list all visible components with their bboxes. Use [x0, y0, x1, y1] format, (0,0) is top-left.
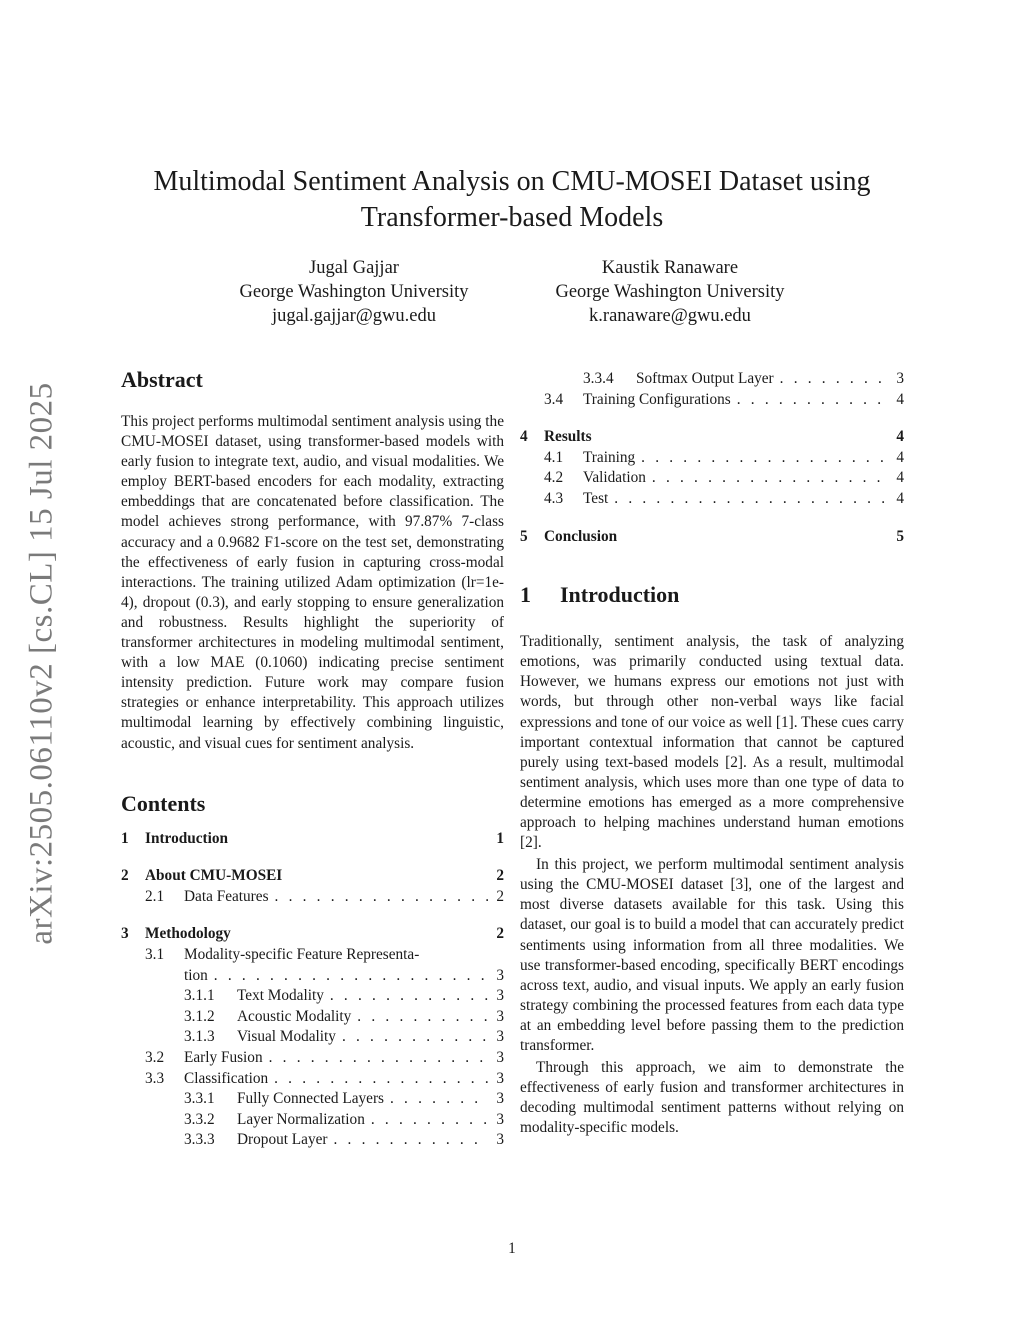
toc-entry-number: 3.4 [544, 390, 564, 408]
toc-leader-dots [269, 1049, 488, 1067]
toc-leader-dots [641, 449, 888, 467]
toc-entry-number: 3 [121, 925, 129, 943]
toc-entry-page: 3 [496, 987, 504, 1005]
intro-paragraph: Through this approach, we aim to demonstrate the effectiveness of early fusion and transformer architectures in decoding multimodal sentiment patterns without relying on modality-specific models. [520, 1059, 904, 1137]
toc-entry[interactable] [121, 1090, 504, 1111]
toc-entry-number: 3.3.1 [184, 1090, 215, 1108]
toc-entry-number: 3.3.4 [583, 370, 614, 387]
author-block-2 [520, 256, 820, 328]
toc-entry[interactable] [121, 888, 504, 909]
toc-entry-page: 1 [496, 829, 504, 847]
toc-entry[interactable] [121, 1049, 504, 1070]
toc-entry-page: 4 [896, 469, 904, 487]
toc-entry-page: 2 [496, 887, 504, 905]
toc-leader-dots [342, 1028, 488, 1046]
toc-leader-dots [737, 391, 888, 409]
arxiv-stamp [14, 378, 70, 948]
toc-entry-label: Dropout Layer [237, 1131, 328, 1149]
toc-entry-page: 3 [496, 1007, 504, 1025]
toc-entry-label: Results [544, 428, 592, 446]
abstract-text: This project performs multimodal sentiment analysis using the CMU-MOSEI dataset, using transformer-based models with early fusion to integrate text, audio, and visual modalities. We employ BERT-based encoders for each modality, extracting embeddings that are concatenated before classification. The model achieves strong performance, with 97.87% 7-class accuracy and a 0.9682 F1-score on the test set, demonstrating the effectiveness of early fusion in capturing cross-modal interactions. The training utilized Adam optimization (lr=1e-4), dropout (0.3), and early stopping to ensure generalization and robustness. Results highlight the superiority of transformer architectures in modeling multimodal sentiment, with a low MAE (0.1060) indicating precise sentiment intensity prediction. Future work may compare fusion strategies or enhance interpretability. This approach utilizes multimodal learning by effectively combining linguistic, acoustic, and visual cues for sentiment analysis. [121, 413, 504, 752]
toc-entry-label: About CMU-MOSEI [145, 867, 283, 885]
author-name: Jugal Gajjar [309, 258, 399, 278]
toc-leader-dots [330, 987, 488, 1005]
toc-leader-dots [274, 1070, 488, 1088]
toc-entry-page: 3 [496, 1110, 504, 1128]
toc-entry[interactable] [520, 449, 904, 470]
toc-entry[interactable] [121, 830, 504, 851]
toc-entry-number: 1 [121, 829, 129, 847]
toc-entry-page: 4 [896, 489, 904, 507]
toc-entry-label: Classification [184, 1069, 269, 1087]
toc-leader-dots [371, 1111, 488, 1129]
toc-entry-page: 3 [496, 1131, 504, 1149]
toc-entry-page: 2 [496, 925, 504, 943]
toc-entry-number: 2.1 [145, 887, 165, 905]
toc-entry-label: Data Features [184, 887, 269, 905]
author-block-1 [200, 256, 508, 328]
toc-entry-label: Methodology [145, 925, 231, 943]
toc-entry[interactable] [121, 1131, 504, 1152]
toc-leader-dots [214, 967, 488, 985]
toc-entry-page: 5 [896, 527, 904, 545]
toc-entry-number: 5 [520, 527, 528, 545]
toc-entry[interactable] [520, 528, 904, 549]
toc-entry-label: Early Fusion [184, 1048, 263, 1066]
toc-entry-number: 3.1.3 [184, 1028, 215, 1046]
toc-entry[interactable] [520, 469, 904, 490]
toc-entry-page: 3 [496, 1028, 504, 1046]
toc-entry-number: 3.1.2 [184, 1007, 215, 1025]
toc-entry-label: Modality-specific Feature Representa- [184, 945, 420, 963]
toc-entry-label: Conclusion [544, 527, 618, 545]
toc-entry-label: Text Modality [237, 987, 324, 1005]
table-of-contents [121, 830, 504, 1152]
toc-leader-dots [614, 490, 888, 508]
page-number: 1 [508, 1240, 516, 1257]
toc-entry-number: 3.3.3 [184, 1131, 215, 1149]
toc-entry-label: Introduction [145, 829, 229, 847]
toc-leader-dots [275, 888, 488, 906]
table-of-contents-continued [520, 370, 904, 548]
toc-entry-page: 4 [896, 390, 904, 408]
toc-leader-dots [357, 1008, 488, 1026]
toc-entry[interactable] [121, 967, 504, 988]
toc-entry-number: 2 [121, 867, 129, 885]
toc-leader-dots [780, 370, 888, 388]
author-name: Kaustik Ranaware [601, 258, 739, 278]
toc-entry[interactable] [121, 1028, 504, 1049]
toc-entry-label: Training Configurations [583, 390, 731, 408]
toc-leader-dots [652, 469, 888, 487]
toc-entry-label: Softmax Output Layer [636, 370, 774, 387]
toc-entry-page: 2 [496, 867, 504, 885]
toc-entry-number: 3.2 [145, 1048, 165, 1066]
author-affiliation: George Washington University [239, 282, 469, 302]
intro-paragraph: In this project, we perform multimodal sentiment analysis using the CMU-MOSEI dataset [3], one of the largest and most diverse datasets available for this task. Using this dataset, our goal is to build a model that can accurately predict sentiments using information from all three modalities. We use transformer-based encoding, specifically BERT encodings across text, audio, and visual inputs. We apply an early fusion strategy combining the processed features from each data type at an embedding level before passing them to the prediction transformer. [520, 856, 904, 1055]
contents-heading: Contents [121, 790, 206, 816]
left-column [121, 366, 504, 1152]
toc-leader-dots [333, 1131, 488, 1149]
toc-entry-number: 3.3 [145, 1069, 165, 1087]
toc-entry-page: 4 [896, 448, 904, 466]
toc-entry-number: 4.3 [544, 489, 564, 507]
right-column [520, 366, 904, 1139]
toc-entry[interactable] [520, 370, 904, 391]
toc-entry-page: 3 [496, 1048, 504, 1066]
toc-entry[interactable] [121, 1070, 504, 1091]
toc-entry[interactable] [520, 490, 904, 511]
toc-entry-page: 3 [496, 1069, 504, 1087]
toc-entry[interactable] [121, 1111, 504, 1132]
section-number: 1 [520, 582, 531, 608]
toc-entry-label: Training [583, 448, 636, 466]
toc-entry[interactable] [121, 1008, 504, 1029]
toc-entry-label: Layer Normalization [237, 1110, 365, 1128]
intro-paragraph: Traditionally, sentiment analysis, the task of analyzing emotions, was primarily conducted using textual data. However, we humans express our emotions not just with words, but through other non-verbal ways like facial expressions and tone of our voice as well [1]. These cues carry important contextual information that cannot be captured purely using text-based models [2]. As a result, multimodal sentiment analysis, which uses more than one type of data to determine emotions has emerged as a more comprehensive approach to helping machines understand human emotions [2]. [520, 633, 904, 852]
toc-entry-page: 4 [896, 428, 904, 446]
toc-entry-number: 4.1 [544, 448, 564, 466]
toc-entry[interactable] [121, 987, 504, 1008]
toc-entry-page: 3 [496, 966, 504, 984]
toc-entry-label: Acoustic Modality [237, 1007, 352, 1025]
toc-leader-dots [390, 1090, 488, 1108]
toc-entry-number: 4.2 [544, 469, 564, 487]
toc-entry-number: 3.1.1 [184, 987, 215, 1005]
arxiv-stamp-text: arXiv:2505.06110v2 [cs.CL] 15 Jul 2025 [23, 381, 60, 945]
toc-entry[interactable] [520, 428, 904, 449]
introduction-heading [520, 582, 904, 608]
author-affiliation: George Washington University [555, 282, 785, 302]
abstract-heading: Abstract [121, 367, 203, 392]
toc-entry[interactable] [520, 391, 904, 412]
toc-entry[interactable] [121, 925, 504, 946]
toc-entry-label: Test [583, 489, 609, 507]
toc-entry-number: 3.3.2 [184, 1110, 215, 1128]
toc-entry-page: 3 [496, 1090, 504, 1108]
author-email: k.ranaware@gwu.edu [589, 306, 751, 326]
section-title: Introduction [560, 582, 680, 608]
toc-entry-page: 3 [896, 370, 904, 387]
toc-entry-label: Fully Connected Layers [237, 1090, 384, 1108]
paper-title: Multimodal Sentiment Analysis on CMU-MOSEI Dataset using Transformer-based Models [153, 166, 871, 233]
toc-entry[interactable] [121, 867, 504, 888]
author-email: jugal.gajjar@gwu.edu [272, 306, 436, 326]
toc-entry-label: Visual Modality [237, 1028, 336, 1046]
toc-entry[interactable] [121, 946, 504, 967]
toc-entry-label: tion [184, 966, 208, 984]
toc-entry-number: 3.1 [145, 945, 165, 963]
toc-entry-label: Validation [583, 469, 646, 487]
toc-entry-number: 4 [520, 428, 528, 446]
